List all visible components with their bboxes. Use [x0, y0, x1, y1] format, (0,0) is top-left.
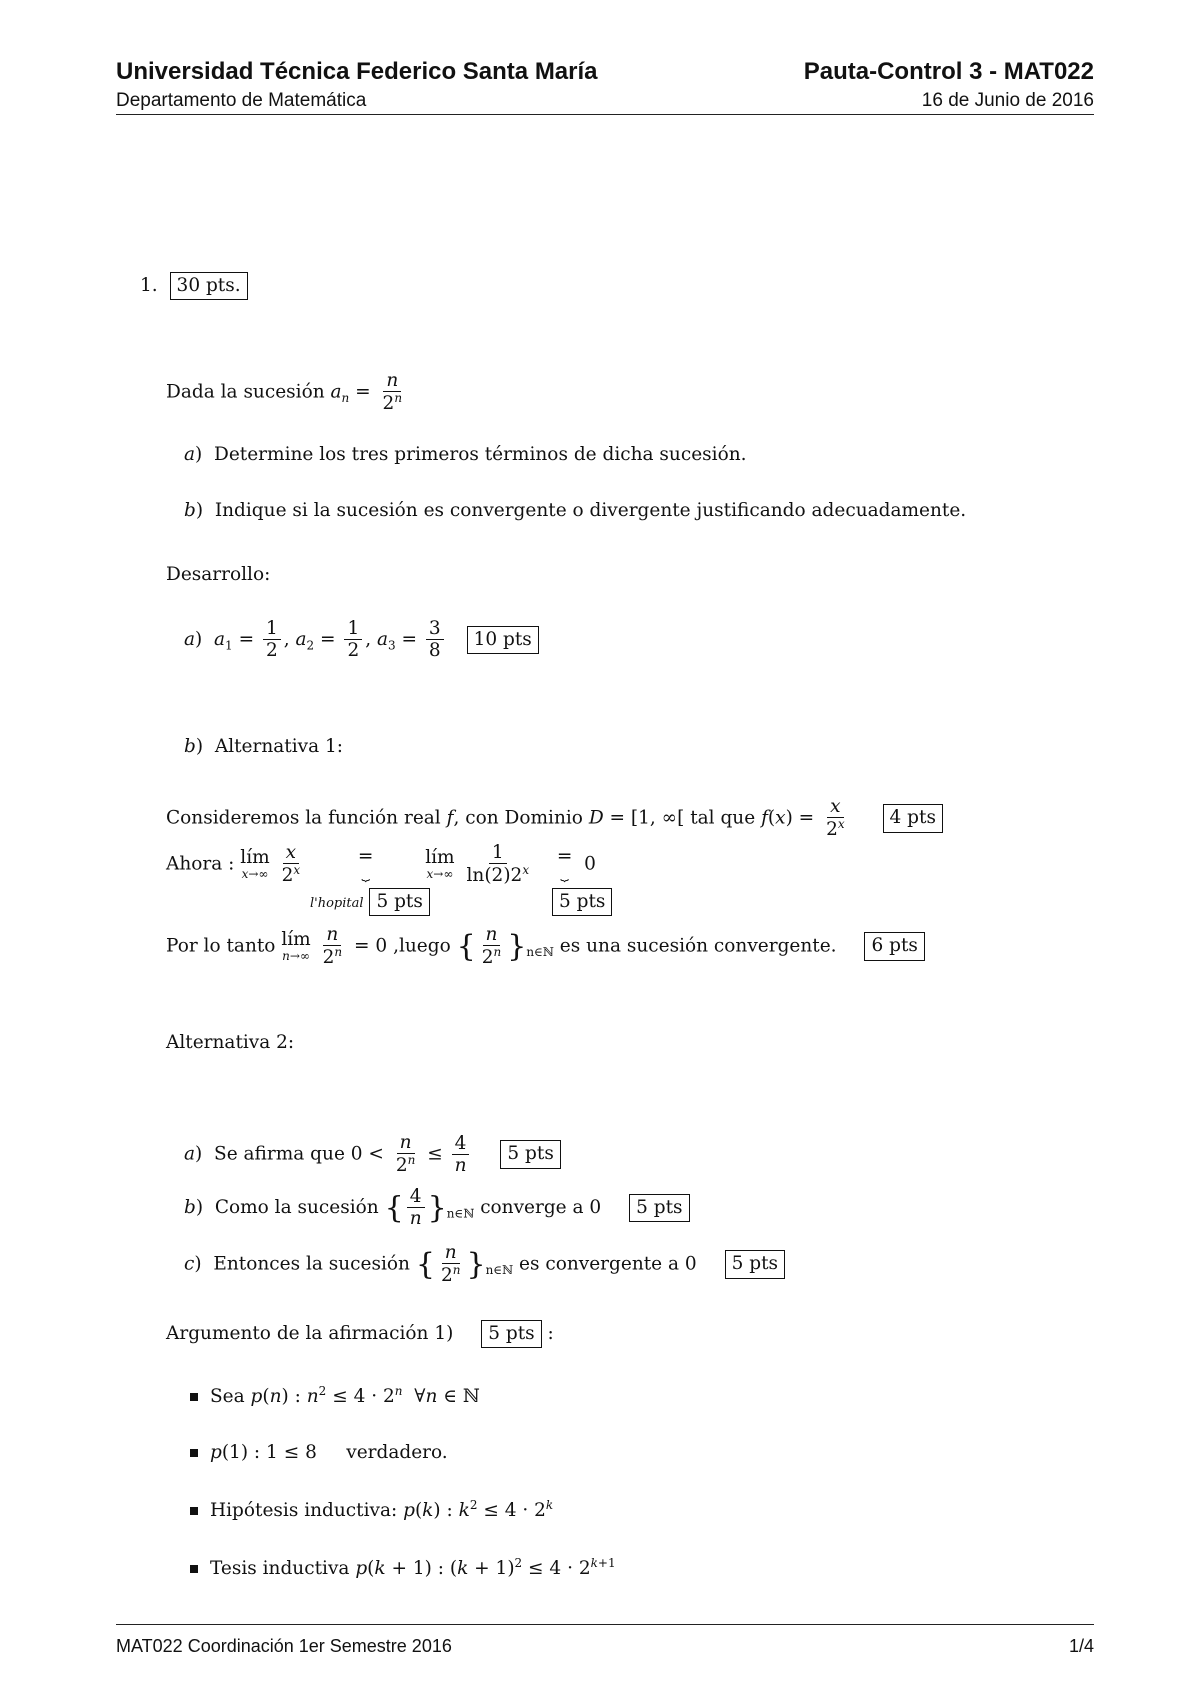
alt2-c-end: es convergente a 0 — [519, 1253, 697, 1275]
bullet-3: Hipótesis inductiva: p(k) : $k^2 \le 4 \cdot 2^k$ — [190, 1498, 553, 1521]
points-box: 5 pts — [500, 1140, 560, 1168]
tal-que-text: tal que — [690, 807, 756, 829]
dominio-text: , con Dominio — [453, 807, 583, 829]
alt2-c-text: Entonces la sucesión — [213, 1253, 410, 1275]
alt2-heading: Alternativa 2: — [166, 1032, 295, 1053]
alt2-a: a) Se afirma que 0 < $\frac{n}{2^n}$ ≤ $\frac{4}{n}$ 5 pts — [184, 1132, 561, 1177]
bullet-4: Tesis inductiva p(k + 1) : $(k + 1)^2 \le 4 \cdot 2^{k+1}$ — [190, 1556, 616, 1579]
bullet-icon — [190, 1565, 198, 1573]
points-box: 30 pts. — [170, 272, 248, 300]
points-box-limit — [552, 888, 612, 916]
alt1-text: Alternativa 1: — [214, 736, 343, 757]
bullet-icon — [190, 1449, 198, 1457]
sequence-formula: $\frac{n}{2^n}$ — [382, 370, 403, 415]
exam-date: 16 de Junio de 2016 — [921, 90, 1094, 111]
bullet-2-text: verdadero. — [346, 1442, 448, 1463]
page-number: 1/4 — [1068, 1636, 1094, 1656]
footer-course: MAT022 Coordinación 1er Semestre 2016 — [116, 1636, 452, 1656]
statement-text: Dada la sucesión — [166, 381, 325, 403]
points-box: 6 pts — [864, 932, 924, 960]
points-box: 5 pts — [725, 1250, 785, 1278]
footer-rule — [116, 1624, 1094, 1625]
alt2-c: c) Entonces la sucesión { $\frac{n}{2^n}$ }$_{n\in ℕ}$ es convergente a 0 5 pts — [184, 1242, 785, 1287]
points-box: 5 pts — [552, 888, 612, 916]
points-box: 5 pts — [629, 1194, 689, 1222]
problem-number: 1. — [140, 275, 158, 296]
points-box: 10 pts — [467, 626, 539, 654]
university-name: Universidad Técnica Federico Santa María — [116, 58, 598, 85]
ahora-text: Ahora : — [166, 853, 235, 875]
alt1-heading: b) Alternativa 1: — [184, 736, 343, 757]
luego-text: ,luego — [393, 935, 451, 957]
points-box: 4 pts — [883, 804, 943, 832]
exam-title: Pauta-Control 3 - MAT022 — [803, 58, 1094, 85]
bullet-1-text: Sea — [210, 1386, 245, 1408]
lhopital-note — [310, 888, 430, 916]
points-box: 5 pts — [481, 1320, 541, 1348]
alt2-b: b) Como la sucesión { $\frac{4}{n}$ }$_{n\in ℕ}$ converge a 0 5 pts — [184, 1186, 690, 1230]
bullet-icon — [190, 1393, 198, 1401]
bullet-3-text: Hipótesis inductiva: — [210, 1500, 398, 1522]
department-name: Departamento de Matemática — [116, 90, 367, 111]
alt1-limit: Ahora : lím x→∞ $\frac{x}{2^x}$ = ⏟ lím x→∞ $\frac{1}{\ln(2)2^x}$ = ⏟ 0 — [166, 842, 596, 887]
por-lo-tanto-text: Por lo tanto — [166, 935, 276, 957]
question-a: a) Determine los tres primeros términos de dicha sucesión. — [184, 444, 747, 465]
argumento: Argumento de la afirmación 1) 5 pts : — [166, 1320, 554, 1348]
question-a-text: Determine los tres primeros términos de dicha sucesión. — [214, 444, 747, 465]
answer-a: a) $a_1$ = $\frac{1}{2}$ , $a_2$ = $\frac{1}{2}$ , $a_3$ = $\frac{3}{8}$ 10 pts — [184, 618, 539, 662]
problem-heading — [140, 272, 248, 300]
bullet-2: p(1) : 1 ≤ 8 verdadero. — [190, 1442, 448, 1463]
header-rule — [116, 114, 1094, 115]
consider-text: Consideremos la función real — [166, 807, 441, 829]
es-conv-text: es una sucesión convergente. — [559, 935, 837, 957]
argumento-text: Argumento de la afirmación 1) — [166, 1323, 454, 1344]
alt2-b-end: converge a 0 — [480, 1196, 602, 1218]
alt2-b-text: Como la sucesión — [214, 1196, 379, 1218]
question-b-text: Indique si la sucesión es convergente o divergente justificando adecuadamente. — [214, 500, 967, 521]
bullet-icon — [190, 1507, 198, 1515]
lhopital-text: l'hopital — [310, 896, 364, 911]
bullet-4-text: Tesis inductiva — [210, 1558, 350, 1580]
alt2-a-text: Se afirma que — [214, 1143, 345, 1165]
bullet-1: Sea p(n) : $n^2 \le 4 \cdot 2^n$ ∀n ∈ ℕ — [190, 1384, 480, 1407]
points-box: 5 pts — [369, 888, 429, 916]
alt1-conclusion: Por lo tanto lím n→∞ $\frac{n}{2^n}$ = 0 ,luego { $\frac{n}{2^n}$ }$_{n\in ℕ}$ es una sucesión convergente. 6 pts — [166, 924, 925, 969]
question-b: b) Indique si la sucesión es convergente o divergente justificando adecuadamente. — [184, 500, 967, 521]
statement: Dada la sucesión $a_n$ = $\frac{n}{2^n}$ — [166, 370, 408, 415]
alt1-function: Consideremos la función real f, con Dominio D = [1, ∞[ tal que f(x) = $\frac{x}{2^x}$ 4 pts — [166, 796, 943, 841]
desarrollo-label: Desarrollo: — [166, 564, 271, 585]
